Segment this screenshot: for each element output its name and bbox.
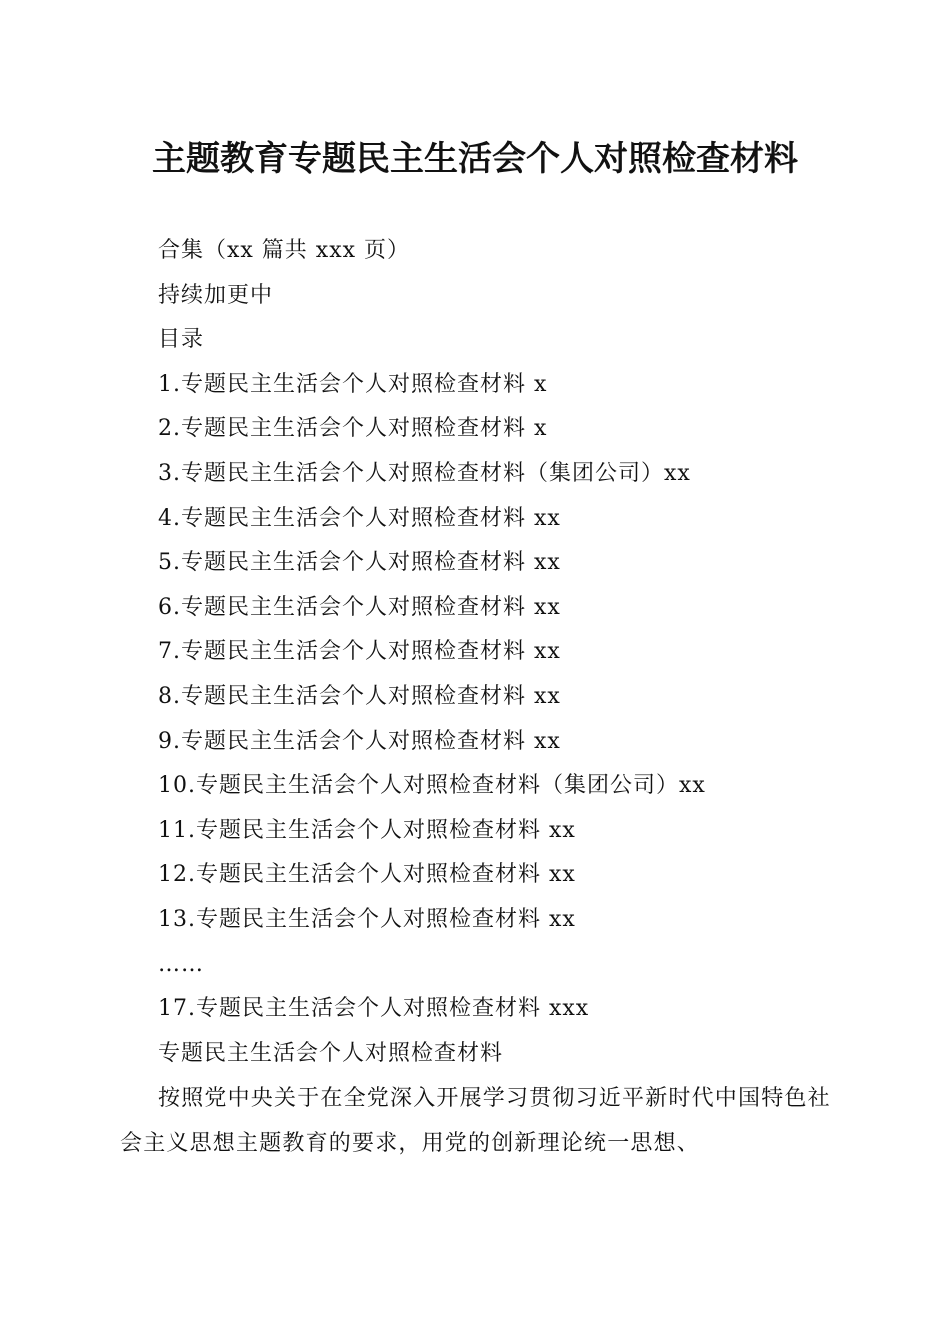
document-body-lines	[158, 229, 878, 1076]
toc-item: 10.专题民主生活会个人对照检查材料（集团公司）xx	[158, 773, 706, 799]
toc-item: 8.专题民主生活会个人对照检查材料 xx	[158, 683, 561, 709]
body-paragraph: 按照党中央关于在全党深入开展学习贯彻习近平新时代中国特色社会主义思想主题教育的要求，用党的创新理论统一思想、	[120, 1086, 831, 1156]
update-note: 持续加更中	[158, 282, 274, 308]
toc-ellipsis: ……	[158, 951, 204, 977]
toc-item: 6.专题民主生活会个人对照检查材料 xx	[158, 594, 561, 620]
toc-item: 3.专题民主生活会个人对照检查材料（集团公司）xx	[158, 460, 691, 486]
document-title: 主题教育专题民主生活会个人对照检查材料	[152, 139, 798, 179]
section-heading: 专题民主生活会个人对照检查材料	[158, 1040, 504, 1066]
toc-item: 11.专题民主生活会个人对照检查材料 xx	[158, 817, 576, 843]
toc-item: 4.专题民主生活会个人对照检查材料 xx	[158, 505, 561, 531]
toc-item: 7.专题民主生活会个人对照检查材料 xx	[158, 639, 561, 665]
toc-item: 13.专题民主生活会个人对照检查材料 xx	[158, 906, 576, 932]
toc-item: 5.专题民主生活会个人对照检查材料 xx	[158, 550, 561, 576]
toc-item: 12.专题民主生活会个人对照检查材料 xx	[158, 862, 576, 888]
collection-note: 合集（xx 篇共 xxx 页）	[158, 238, 411, 263]
toc-heading: 目录	[158, 327, 205, 353]
toc-item: 9.专题民主生活会个人对照检查材料 xx	[158, 728, 561, 754]
toc-item: 1.专题民主生活会个人对照检查材料 x	[158, 371, 548, 397]
toc-item: 17.专题民主生活会个人对照检查材料 xxx	[158, 996, 590, 1022]
toc-item: 2.专题民主生活会个人对照检查材料 x	[158, 416, 548, 442]
